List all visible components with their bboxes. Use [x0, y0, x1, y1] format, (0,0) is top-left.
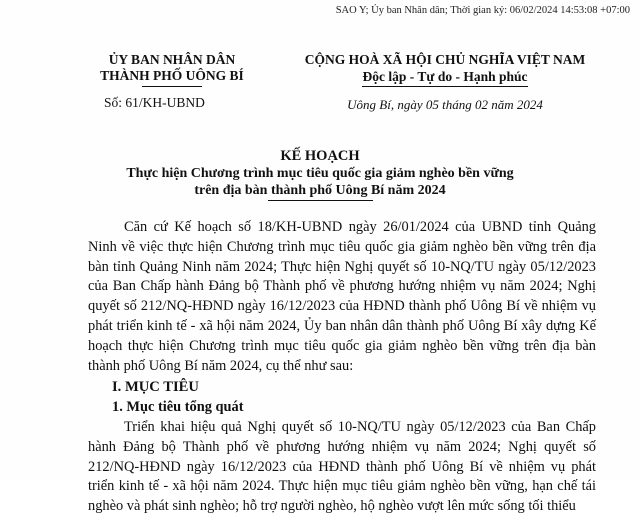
- document-subject-line2: trên địa bàn thành phố Uông Bí năm 2024: [194, 183, 446, 198]
- issuing-authority-block: [82, 52, 262, 111]
- document-body: [88, 218, 596, 517]
- authority-name-line1: ỦY BAN NHÂN DÂN: [108, 52, 236, 67]
- document-title-block: [0, 147, 640, 201]
- place-and-date: Uông Bí, ngày 05 tháng 02 năm 2024: [347, 97, 543, 112]
- national-title: CỘNG HOÀ XÃ HỘI CHỦ NGHĨA VIỆT NAM: [304, 52, 586, 67]
- intro-paragraph: Căn cứ Kế hoạch số 18/KH-UBND ngày 26/01/2024 của UBND tỉnh Quảng Ninh về việc thực hiện Chương trình mục tiêu quốc gia giảm nghèo bền vững trên địa bàn tỉnh Quảng Ninh năm 2024; Thực hiện Nghị quyết số 10-NQ/TU ngày 05/12/2023 của Ban Chấp hành Đảng bộ Thành phố về phương hướng nhiệm vụ năm 2024; Nghị quyết số 212/NQ-HĐND ngày 16/12/2023 của HĐND thành phố Uông Bí về nhiệm vụ phát triển kinh tế - xã hội năm 2024, Ủy ban nhân dân thành phố Uông Bí xây dựng Kế hoạch thực hiện Chương trình mục tiêu quốc gia giảm nghèo bền vững trên địa bàn thành phố Uông Bí năm 2024, cụ thể như sau:: [88, 219, 596, 374]
- national-motto: Độc lập - Tự do - Hạnh phúc: [362, 69, 527, 87]
- national-header-block: [285, 52, 605, 113]
- subsection-paragraph: Triển khai hiệu quả Nghị quyết số 10-NQ/TU ngày 05/12/2023 của Ban Chấp hành Đảng bộ Thành phố về phương hướng nhiệm vụ năm 2024; Nghị quyết số 212/NQ-HĐND ngày 16/12/2023 của HĐND thành phố Uông Bí về nhiệm vụ phát triển kinh tế - xã hội năm 2024. Thực hiện mục tiêu giảm nghèo bền vững, hạn chế tái nghèo và phát sinh nghèo; hỗ trợ người nghèo, hộ nghèo vượt lên mức sống tối thiểu: [88, 418, 596, 515]
- document-type: KẾ HOẠCH: [280, 148, 360, 164]
- document-number: Số: 61/KH-UBND: [104, 95, 205, 110]
- authority-name-line2: THÀNH PHỐ UÔNG BÍ: [100, 68, 244, 83]
- section-heading: I. MỤC TIÊU: [112, 379, 199, 396]
- title-underline: [268, 200, 373, 201]
- document-subject-line1: Thực hiện Chương trình mục tiêu quốc gia giảm nghèo bền vững: [126, 166, 514, 181]
- authority-underline: [142, 86, 202, 87]
- digital-signature-stamp: SAO Y; Ủy ban Nhân dân; Thời gian ký: 06/02/2024 14:53:08 +07:00: [335, 5, 630, 16]
- subsection-heading: 1. Mục tiêu tổng quát: [112, 399, 244, 416]
